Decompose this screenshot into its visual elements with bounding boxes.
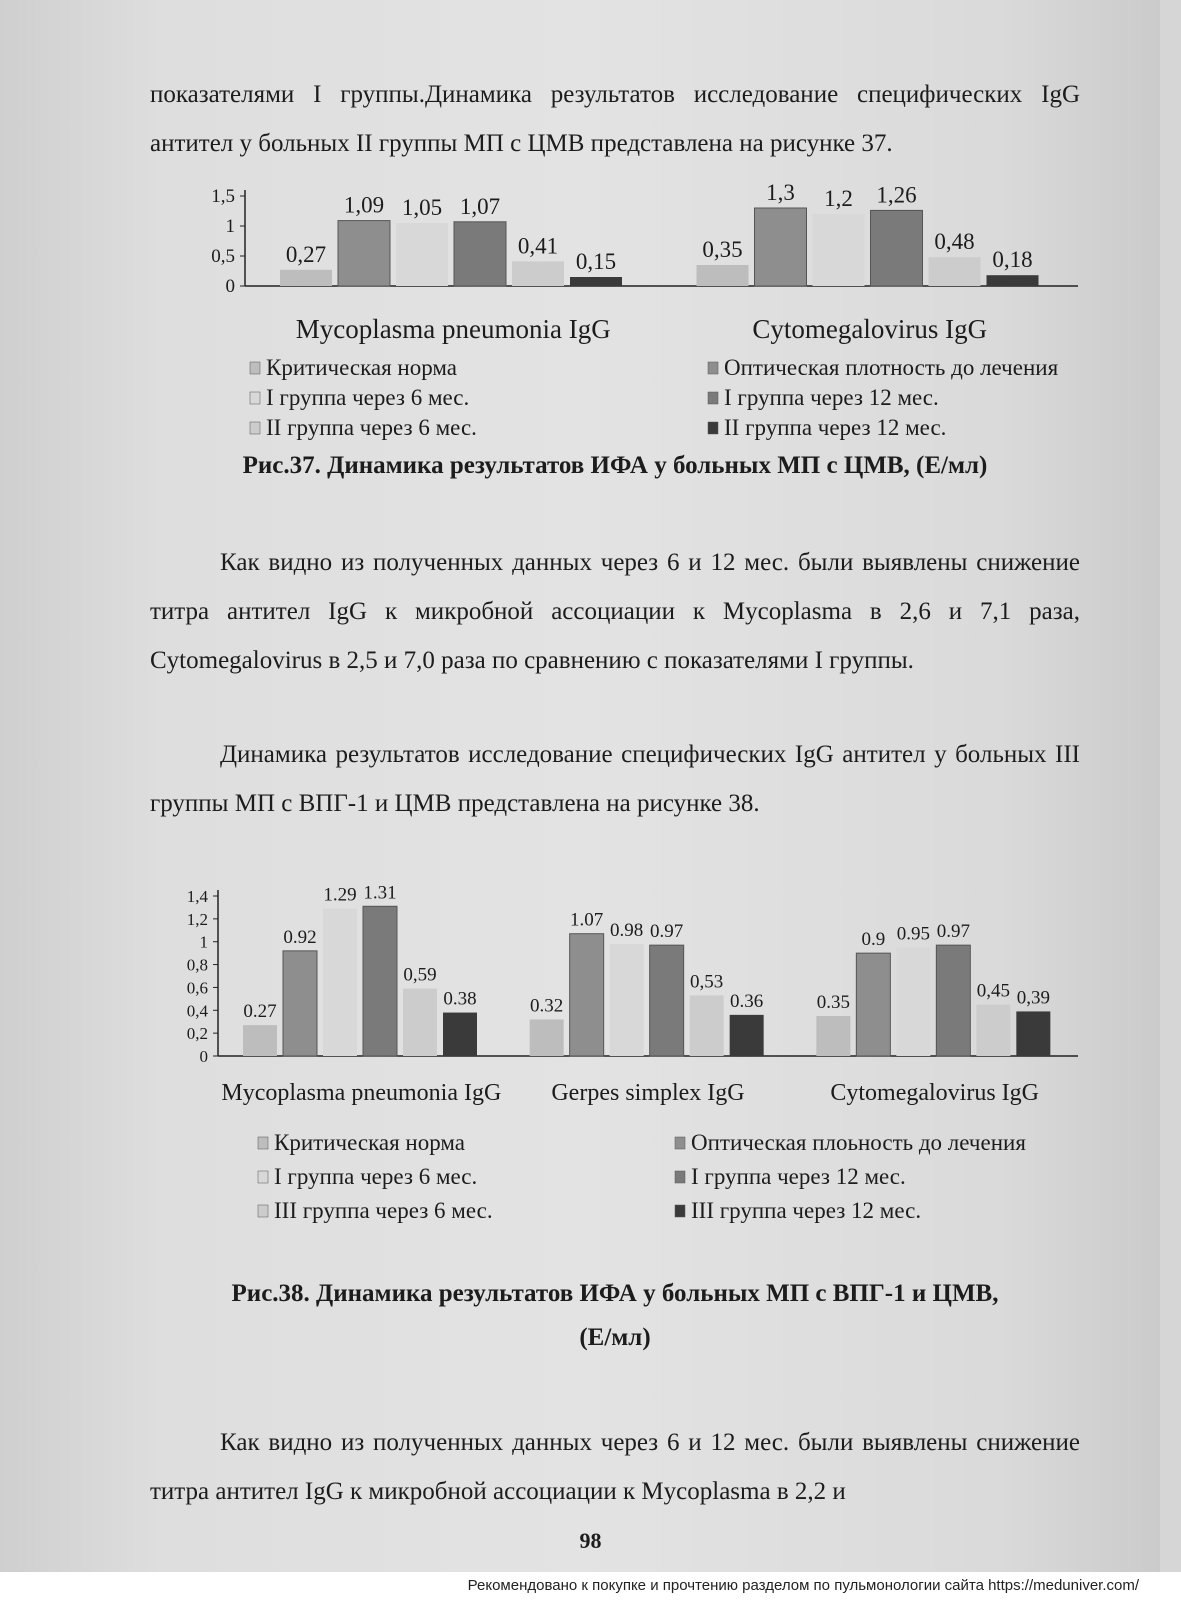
legend-swatch (250, 392, 260, 404)
y-tick-label: 1 (225, 216, 235, 237)
legend-label: III группа через 12 мес. (691, 1198, 922, 1223)
bar (443, 1013, 477, 1056)
y-tick-label: 0,6 (186, 978, 208, 998)
data-label: 0.36 (730, 990, 764, 1012)
legend-swatch (250, 422, 260, 434)
category-label: Cytomegalovirus IgG (752, 314, 988, 344)
legend-label: I группа через 6 мес. (266, 385, 470, 410)
data-label: 0.97 (650, 921, 684, 943)
data-label: 0.35 (816, 992, 850, 1013)
legend-label: I группа через 12 мес. (691, 1164, 906, 1189)
bar (283, 951, 317, 1056)
data-label: 0.27 (243, 1001, 277, 1023)
y-tick-label: 1,5 (211, 186, 235, 207)
bar (403, 989, 437, 1056)
bar (730, 1015, 764, 1056)
data-label: 0,27 (285, 241, 327, 267)
bar (936, 945, 970, 1056)
data-label: 1,09 (343, 192, 385, 218)
legend-label: I группа через 12 мес. (724, 385, 939, 410)
bar (896, 947, 930, 1056)
data-label: 0,59 (403, 964, 437, 986)
y-tick-label: 1,2 (186, 909, 208, 929)
bar (816, 1016, 850, 1056)
legend-swatch (708, 362, 718, 374)
category-label: Gerpes simplex IgG (551, 1080, 745, 1106)
legend-swatch (258, 1205, 268, 1217)
paragraph-3: Динамика результатов исследование специфических IgG антител у больных III группы МП с ВПГ-1 и ЦМВ представлена на рисунке 38. (150, 741, 1080, 817)
bar (813, 214, 865, 286)
paragraph-4: Как видно из полученных данных через 6 и 12 мес. были выявлены снижение титра антител IgG к микробной ассоциации к Mycoplasma в 2,2 и (150, 1429, 1080, 1505)
data-label: 0,41 (517, 233, 559, 259)
data-label: 1.31 (363, 882, 397, 904)
y-tick-label: 0 (199, 1047, 208, 1066)
bar (987, 275, 1039, 286)
legend-swatch (258, 1171, 268, 1183)
data-label: 1,2 (824, 186, 853, 211)
bar (243, 1025, 277, 1056)
bar (1016, 1011, 1050, 1056)
bar (323, 909, 357, 1056)
data-label: 0.95 (896, 923, 930, 945)
y-tick-label: 1 (199, 932, 208, 952)
data-label: 1.07 (570, 909, 604, 931)
figure-38-caption-line-2: (Е/мл) (579, 1324, 651, 1351)
legend-swatch (708, 422, 718, 434)
bar (570, 934, 604, 1056)
bar (690, 995, 724, 1056)
legend-swatch (675, 1171, 685, 1183)
legend-label: I группа через 6 мес. (274, 1164, 478, 1189)
legend-swatch (708, 392, 718, 404)
figure-37-caption: Рис.37. Динамика результатов ИФА у больных МП с ЦМВ, (Е/мл) (242, 452, 988, 479)
bar (530, 1019, 564, 1056)
bar (570, 277, 622, 286)
bar (338, 221, 390, 286)
legend-label: Оптическая плоьность до лечения (691, 1130, 1026, 1155)
data-label: 0.92 (283, 926, 317, 948)
paragraph-2: Как видно из полученных данных через 6 и 12 мес. были выявлены снижение титра антител IgG к микробной ассоциации к Mycoplasma в 2,6 и 7,1 раза, Cytomegalovirus в 2,5 и 7,0 раза по сравнению с показателями I группы. (150, 549, 1080, 674)
data-label: 0.9 (861, 929, 886, 951)
bar (610, 944, 644, 1056)
bar (512, 261, 564, 286)
category-label: Cytomegalovirus IgG (830, 1080, 1039, 1106)
legend-swatch (675, 1137, 685, 1149)
legend-label: Критическая норма (266, 355, 457, 380)
bar (454, 222, 506, 286)
data-label: 0,18 (992, 247, 1033, 273)
y-tick-label: 0,8 (186, 955, 208, 975)
data-label: 0,39 (1016, 987, 1050, 1009)
data-label: 1,26 (876, 182, 917, 208)
bar (280, 270, 332, 286)
bar (976, 1005, 1010, 1056)
data-label: 1,07 (459, 193, 501, 219)
y-tick-label: 0,2 (186, 1024, 208, 1044)
bar (396, 223, 448, 286)
bar (363, 906, 397, 1056)
paragraph-1: показателями I группы.Динамика результатов исследование специфических IgG антител у больных II группы МП с ЦМВ представлена на рисунке 37. (150, 81, 1080, 157)
data-label: 0.97 (936, 921, 970, 943)
y-tick-label: 0,4 (186, 1001, 208, 1021)
y-tick-label: 0,5 (211, 246, 235, 267)
bar (697, 265, 749, 286)
bar (650, 945, 684, 1056)
figure-38-caption-line-1: Рис.38. Динамика результатов ИФА у больных МП с ВПГ-1 и ЦМВ, (231, 1280, 999, 1307)
data-label: 1.29 (323, 884, 357, 906)
data-label: 0.32 (530, 995, 564, 1017)
figure-38-chart (150, 880, 1080, 1240)
legend-label: Оптическая плотность до лечения (724, 355, 1059, 380)
legend-label: II группа через 6 мес. (266, 415, 477, 440)
bar (856, 953, 890, 1056)
figure-37-chart (150, 180, 1080, 450)
bar (755, 208, 807, 286)
data-label: 0,35 (702, 237, 743, 262)
legend-label: Критическая норма (274, 1130, 465, 1155)
data-label: 1,05 (401, 195, 443, 220)
data-label: 0,45 (976, 980, 1010, 1002)
data-label: 1,3 (766, 180, 795, 205)
data-label: 0.98 (610, 920, 644, 941)
data-label: 0.38 (443, 988, 477, 1010)
bar (929, 257, 981, 286)
y-tick-label: 1,4 (186, 887, 208, 906)
legend-swatch (675, 1205, 685, 1217)
data-label: 0,15 (575, 249, 617, 274)
legend-label: II группа через 12 мес. (724, 415, 947, 440)
legend-swatch (258, 1137, 268, 1149)
data-label: 0,48 (934, 229, 975, 255)
y-tick-label: 0 (225, 276, 235, 297)
legend-label: III группа через 6 мес. (274, 1198, 493, 1223)
category-label: Mycoplasma pneumonia IgG (221, 1080, 502, 1106)
bar (871, 210, 923, 286)
footer-note: Рекомендовано к покупке и прочтению разделом по пульмонологии сайта https://meduniver.com/ (0, 1572, 1181, 1600)
page-number: 98 (579, 1528, 602, 1553)
legend-swatch (250, 362, 260, 374)
data-label: 0,53 (690, 971, 724, 993)
category-label: Mycoplasma pneumonia IgG (295, 314, 611, 344)
